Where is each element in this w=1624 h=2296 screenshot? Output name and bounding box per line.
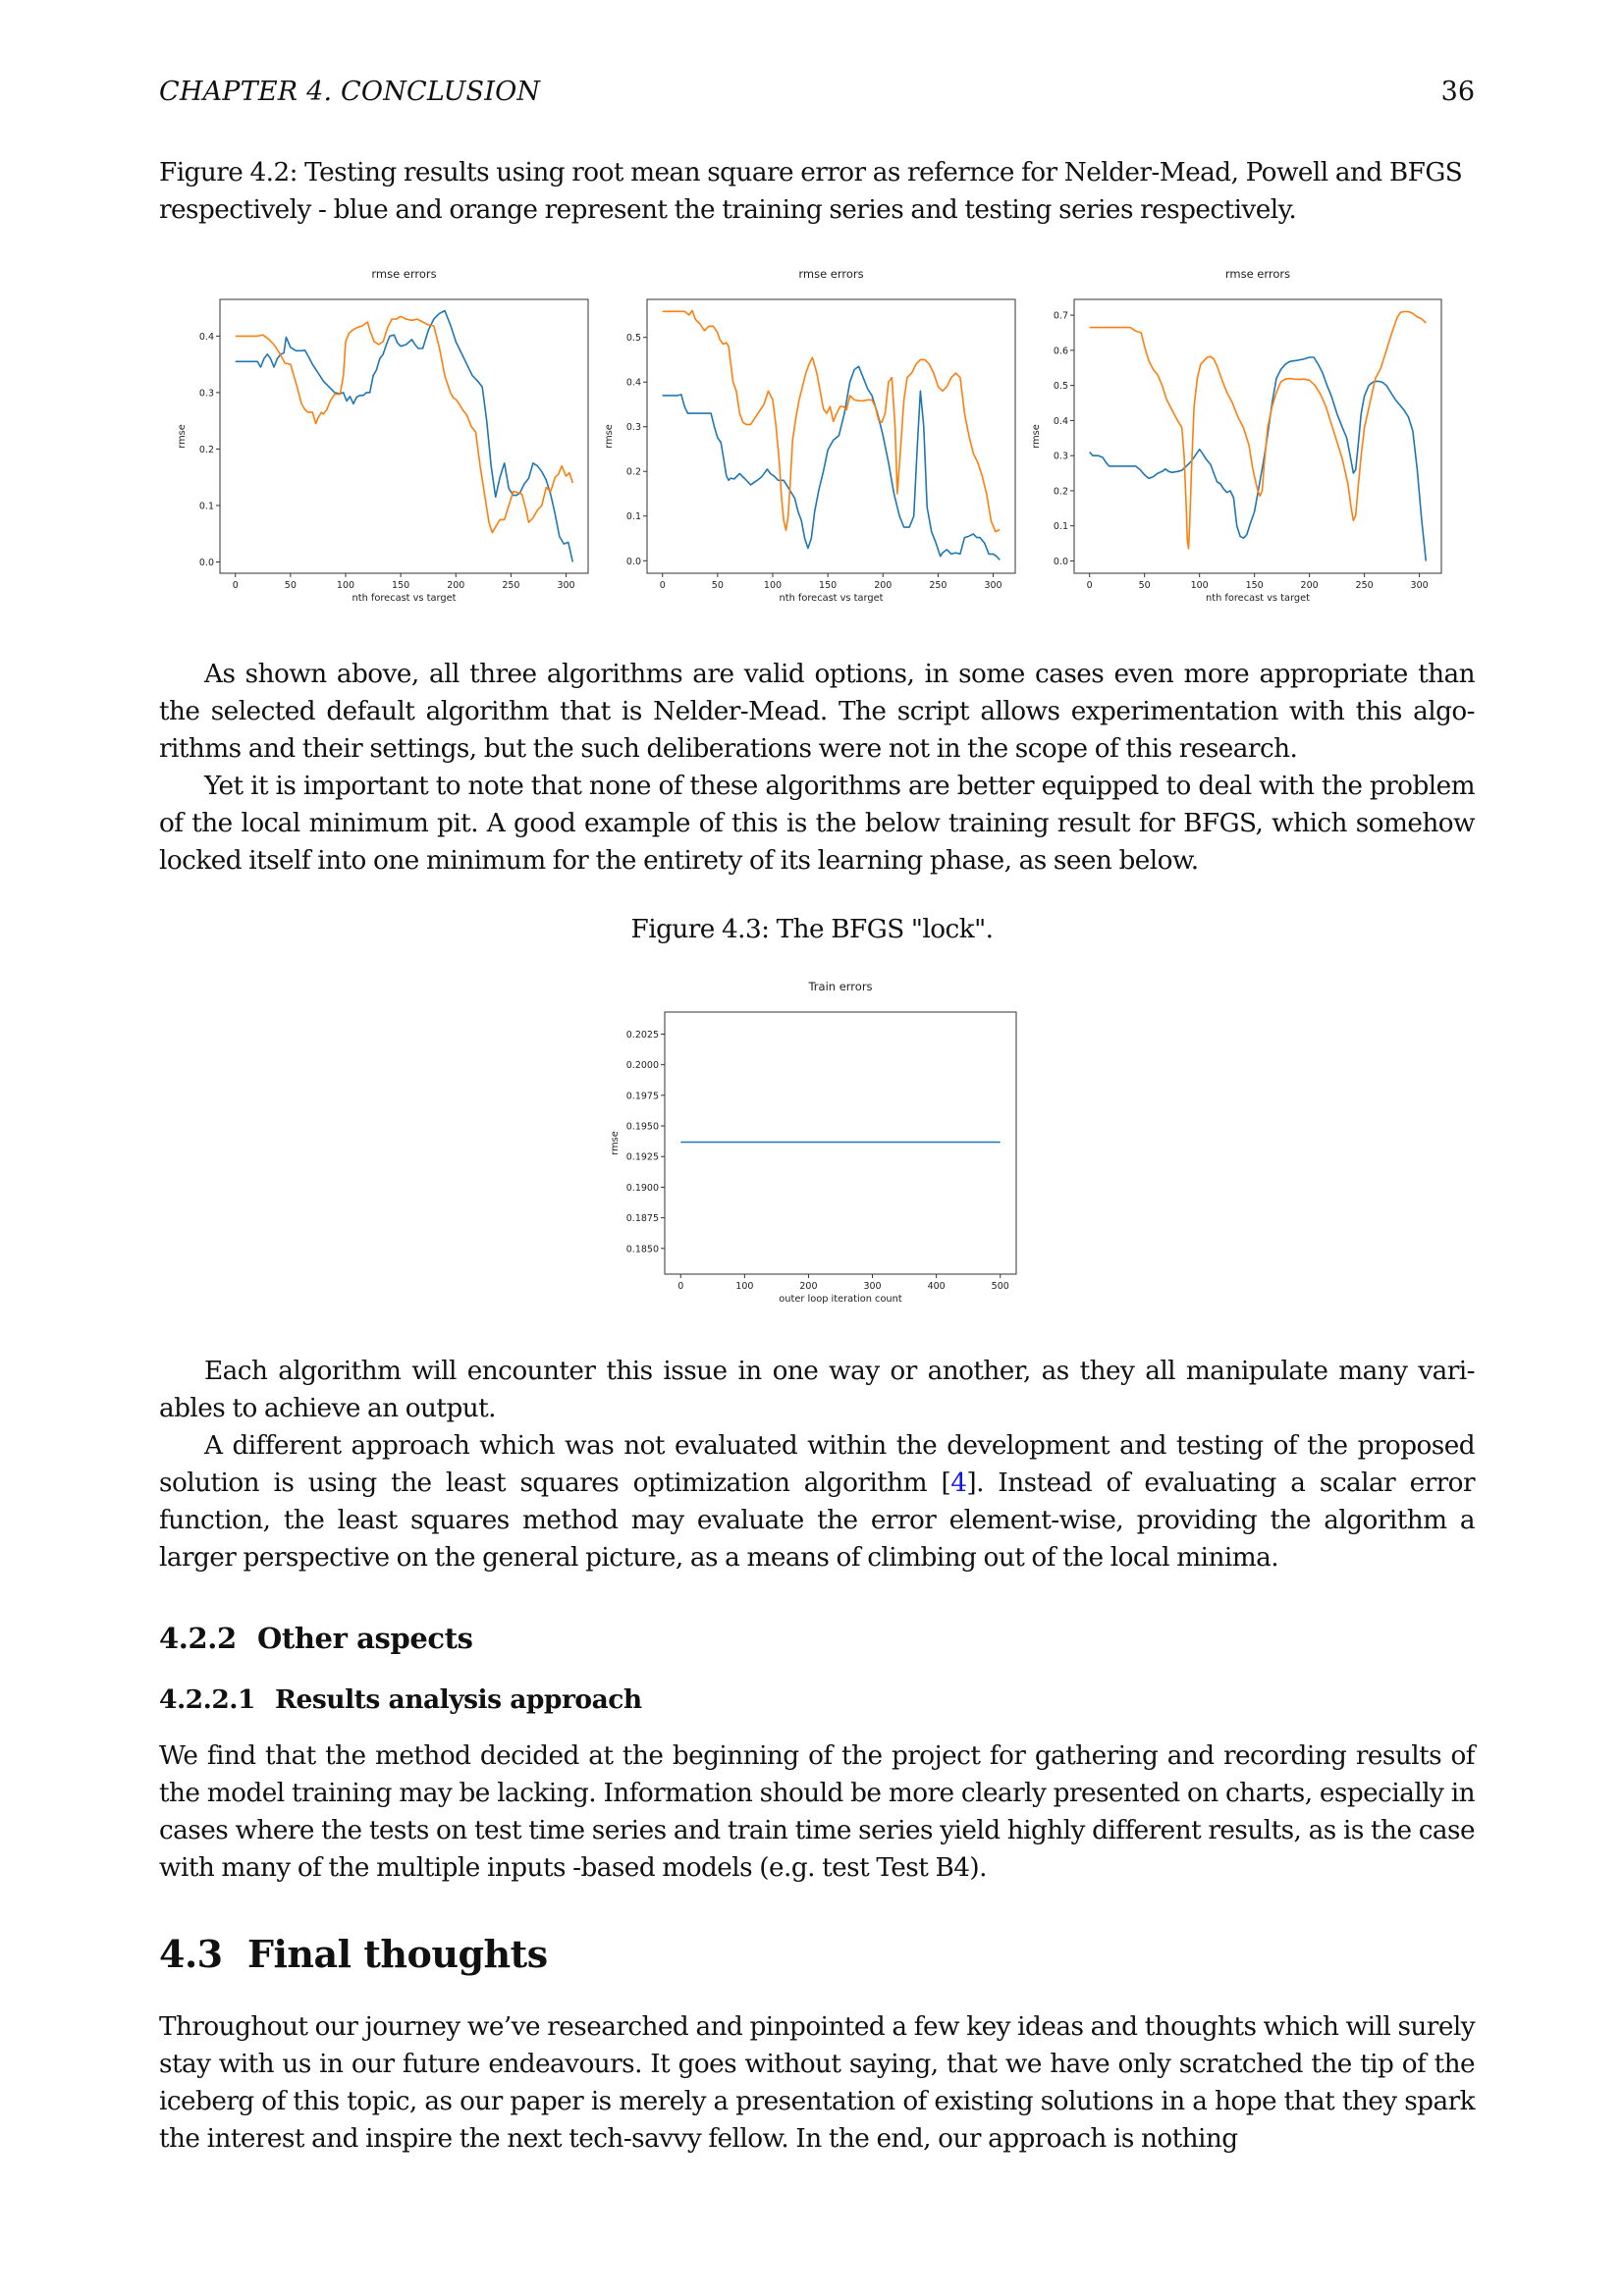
paragraph-block-1 [159,656,1475,880]
axes-frame [647,299,1015,573]
y-tick-label: 0.2 [198,444,214,455]
x-axis-label: nth forecast vs target [779,593,884,604]
x-tick-label: 250 [929,580,947,591]
paragraph: Each algorithm will encounter this issue in one way or another, as they all manipulate many vari-ables to achieve an output. [159,1357,1475,1423]
y-tick-label: 0.1975 [625,1091,659,1102]
paragraph-text: ]. Instead of evaluating a scalar error function, the least squares method may evaluate the error element-wise, providing the algorithm a larger perspective on the general picture, as a means of climbing out of the local minima. [159,1468,1475,1573]
paragraph [159,1427,1475,1576]
chart-bfgs-rmse [1021,257,1463,620]
data-series-line [1090,312,1427,550]
y-tick-label: 0.5 [625,333,641,345]
caption-line: respectively - blue and orange represent the training series and testing series respectively. [159,195,1297,225]
section-title: Results analysis approach [275,1684,642,1715]
x-tick-label: 300 [557,580,575,591]
chart-powell-rmse [589,257,1031,620]
x-tick-label: 100 [1190,580,1209,591]
chart-title: rmse errors [798,267,864,281]
chart-title: rmse errors [371,267,437,281]
section-heading-4-3 [159,1932,548,1976]
y-tick-label: 0.1900 [625,1182,659,1194]
y-axis-label: rmse [1031,424,1042,449]
x-tick-label: 50 [1138,580,1151,591]
section-title: Other aspects [257,1622,473,1655]
x-tick-label: 150 [392,580,410,591]
y-tick-label: 0.1950 [625,1121,659,1133]
data-series-line [1090,357,1427,561]
y-tick-label: 0.4 [625,377,641,389]
y-tick-label: 0.1925 [625,1151,659,1163]
y-tick-label: 0.1875 [625,1213,659,1225]
chart-nelder-mead-rmse [159,257,601,620]
paragraph-block-3 [159,1737,1475,1887]
x-tick-label: 100 [336,580,355,591]
citation-link[interactable]: 4 [950,1468,967,1498]
chart-bfgs-train-errors [589,967,1041,1320]
axes-frame [665,1012,1016,1274]
y-tick-label: 0.0 [1053,556,1068,567]
chapter-title: CHAPTER 4. CONCLUSION [159,77,541,107]
x-tick-label: 250 [502,580,520,591]
x-tick-label: 200 [1300,580,1319,591]
paragraph-block-2 [159,1353,1475,1576]
y-tick-label: 0.1 [625,511,641,523]
y-tick-label: 0.3 [198,388,214,400]
y-tick-label: 0.0 [625,556,641,567]
x-axis-label: nth forecast vs target [1206,593,1310,604]
y-tick-label: 0.3 [1053,451,1068,462]
x-tick-label: 0 [659,580,666,591]
y-tick-label: 0.2 [1053,486,1068,498]
section-number: 4.2.2.1 [159,1684,255,1715]
x-axis-label: outer loop iteration count [779,1294,902,1305]
paragraph-block-4 [159,2008,1475,2158]
data-series-line [236,316,573,532]
chart-title: rmse errors [1224,267,1291,281]
x-tick-label: 0 [232,580,239,591]
y-tick-label: 0.4 [198,331,214,343]
x-tick-label: 0 [677,1281,684,1292]
y-tick-label: 0.4 [1053,415,1068,427]
y-tick-label: 0.0 [198,557,214,568]
page-number: 36 [1440,77,1475,107]
paragraph-text: A different approach which was not evaluated within the development and testing of the proposed solution is using the least squares optimization algorithm [ [159,1431,1475,1498]
section-title: Final thoughts [247,1932,548,1976]
x-tick-label: 50 [284,580,297,591]
y-tick-label: 0.3 [625,422,641,434]
axes-frame [1074,299,1441,573]
axes-frame [220,299,588,573]
section-number: 4.2.2 [159,1622,237,1655]
y-tick-label: 0.1850 [625,1244,659,1255]
figure-4-2-caption [159,154,1475,229]
x-tick-label: 250 [1355,580,1374,591]
x-tick-label: 200 [799,1281,818,1292]
x-tick-label: 300 [1410,580,1429,591]
y-tick-label: 0.2000 [625,1060,659,1072]
x-tick-label: 150 [1245,580,1264,591]
x-tick-label: 300 [984,580,1002,591]
x-tick-label: 200 [874,580,893,591]
x-tick-label: 100 [763,580,783,591]
y-tick-label: 0.5 [1053,381,1068,393]
x-tick-label: 200 [447,580,465,591]
figure-4-3-caption: Figure 4.3: The BFGS "lock". [630,915,994,944]
y-tick-label: 0.6 [1053,346,1068,357]
section-heading-4-2-2 [159,1622,473,1655]
x-axis-label: nth forecast vs target [352,593,457,604]
y-axis-label: rmse [177,424,188,449]
y-tick-label: 0.1 [198,501,214,512]
paragraph: We find that the method decided at the beginning of the project for gathering and recording results of the model training may be lacking. Information should be more clearly presented on charts, especially in cases where the tests on test time series and train time series yield highly different results, as is the case with many of the multiple inputs -based models (e.g. test Test B4). [159,1741,1475,1883]
x-tick-label: 400 [927,1281,946,1292]
y-axis-label: rmse [610,1131,621,1155]
data-series-line [663,366,1001,560]
section-number: 4.3 [159,1932,223,1976]
caption-line: Figure 4.2: Testing results using root mean square error as refernce for Nelder-Mead, Powell and BFGS [159,158,1463,187]
y-tick-label: 0.7 [1053,310,1068,322]
paragraph: As shown above, all three algorithms are valid options, in some cases even more appropriate than the selected default algorithm that is Nelder-Mead. The script allows experimentation with this algo-rithms and their settings, but the such deliberations were not in the scope of this research. [159,660,1475,764]
section-heading-4-2-2-1 [159,1684,642,1715]
x-tick-label: 500 [991,1281,1009,1292]
x-tick-label: 0 [1086,580,1093,591]
x-tick-label: 150 [819,580,838,591]
x-tick-label: 300 [863,1281,882,1292]
chart-title: Train errors [808,980,873,993]
y-axis-label: rmse [604,424,615,449]
paragraph: Throughout our journey we’ve researched and pinpointed a few key ideas and thoughts which will surely stay with us in our future endeavours. It goes without saying, that we have only scratched the tip of the iceberg of this topic, as our paper is merely a presentation of existing solutions in a hope that they spark the interest and inspire the next tech-savvy fellow. In the end, our approach is nothing [159,2012,1475,2154]
data-series-line [236,311,573,562]
x-tick-label: 100 [735,1281,754,1292]
y-tick-label: 0.2025 [625,1029,659,1041]
y-tick-label: 0.2 [625,466,641,478]
paragraph: Yet it is important to note that none of these algorithms are better equipped to deal with the problem of the local minimum pit. A good example of this is the below training result for BFGS, which somehow locked itself into one minimum for the entirety of its learning phase, as seen below. [159,772,1475,876]
y-tick-label: 0.1 [1053,521,1068,533]
x-tick-label: 50 [711,580,724,591]
running-header [159,77,1475,107]
